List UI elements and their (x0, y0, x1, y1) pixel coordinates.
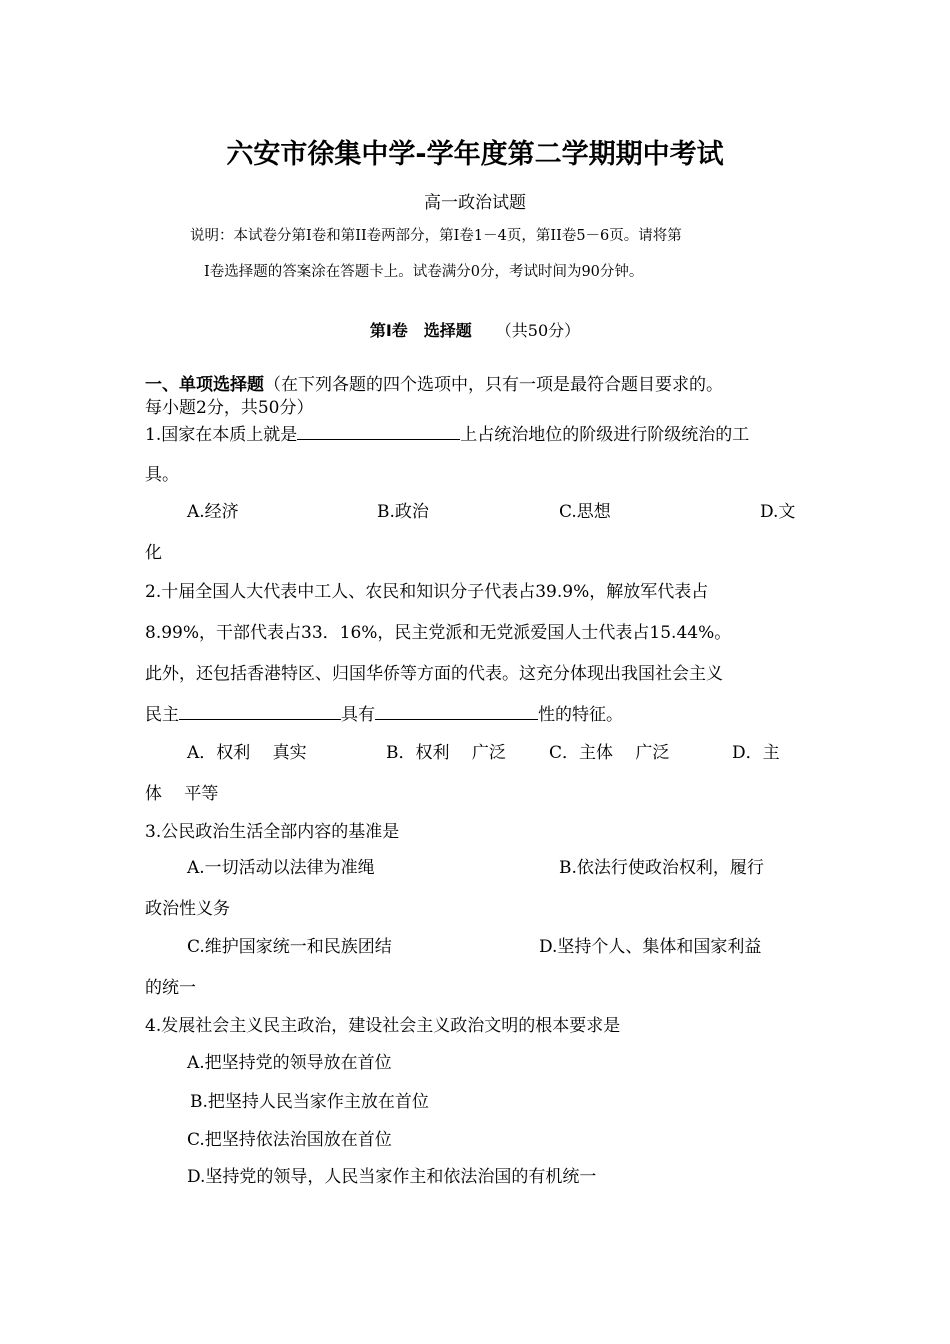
q1-option-a: A.经济 (187, 502, 239, 522)
q1-stem-b: 上占统治地位的阶级进行阶级统治的工 (460, 425, 750, 445)
q3-option-d: D.坚持个人、集体和国家利益 (539, 937, 762, 957)
part-instruction-cont: 每小题2分，共50分） (145, 398, 314, 418)
instructions-line-2: Ⅰ卷选择题的答案涂在答题卡上。试卷满分0分，考试时间为90分钟。 (204, 264, 644, 280)
q4-option-d: D.坚持党的领导，人民当家作主和依法治国的有机统一 (187, 1167, 597, 1187)
q2-option-c: C．主体 广泛 (549, 743, 670, 763)
answer-blank (179, 703, 341, 720)
q2-line-4-b: 具有 (341, 705, 375, 725)
q4-option-b: B.把坚持人民当家作主放在首位 (190, 1092, 429, 1112)
q1-stem-cont: 具。 (145, 465, 179, 485)
q2-line-4-c: 性的特征。 (538, 705, 623, 725)
part-heading-line (145, 370, 723, 395)
answer-blank (375, 703, 538, 720)
exam-subtitle: 高一政治试题 (424, 193, 526, 213)
q1-stem (145, 420, 749, 445)
part-instruction: （在下列各题的四个选项中，只有一项是最符合题目要求的。 (264, 375, 723, 395)
q1-option-d: D.文 (760, 502, 796, 522)
q2-line-2: 8.99%，干部代表占33．16%，民主党派和无党派爱国人士代表占15.44%。 (145, 623, 732, 643)
answer-blank (297, 423, 460, 440)
q2-line-4-a: 民主 (145, 705, 179, 725)
instructions-line-1: 说明：本试卷分第Ⅰ卷和第II卷两部分，第Ⅰ卷1－4页，第II卷5－6页。请将第 (190, 228, 682, 244)
q3-option-b-cont: 政治性义务 (145, 899, 230, 919)
section-score: （共50分） (495, 321, 581, 340)
q3-option-c: C.维护国家统一和民族团结 (187, 937, 392, 957)
q1-option-b: B.政治 (377, 502, 429, 522)
q2-option-d-cont: 体 平等 (145, 784, 219, 804)
q2-line-3: 此外，还包括香港特区、归国华侨等方面的代表。这充分体现出我国社会主义 (145, 664, 723, 684)
q2-line-4 (145, 700, 623, 725)
section-label: 第Ⅰ卷 选择题 (369, 321, 472, 340)
q3-option-a: A.一切活动以法律为准绳 (187, 858, 375, 878)
q4-stem: 4.发展社会主义民主政治，建设社会主义政治文明的根本要求是 (145, 1016, 621, 1036)
q3-stem: 3.公民政治生活全部内容的基准是 (145, 822, 400, 842)
q2-option-d: D．主 (732, 743, 780, 763)
part-heading: 一、单项选择题 (145, 375, 264, 395)
q2-line-1: 2.十届全国人大代表中工人、农民和知识分子代表占39.9%，解放军代表占 (145, 582, 709, 602)
q4-option-c: C.把坚持依法治国放在首位 (187, 1130, 392, 1150)
q1-option-d-cont: 化 (145, 543, 162, 563)
exam-title: 六安市徐集中学-学年度第二学期期中考试 (226, 139, 724, 170)
q2-option-b: B．权利 广泛 (386, 743, 506, 763)
q4-option-a: A.把坚持党的领导放在首位 (187, 1053, 392, 1073)
q1-option-c: C.思想 (559, 502, 611, 522)
q2-option-a: A．权利 真实 (187, 743, 307, 763)
q3-option-d-cont: 的统一 (145, 978, 196, 998)
q3-option-b: B.依法行使政治权利，履行 (559, 858, 764, 878)
q1-stem-a: 1.国家在本质上就是 (145, 425, 298, 445)
section-heading (0, 318, 950, 341)
